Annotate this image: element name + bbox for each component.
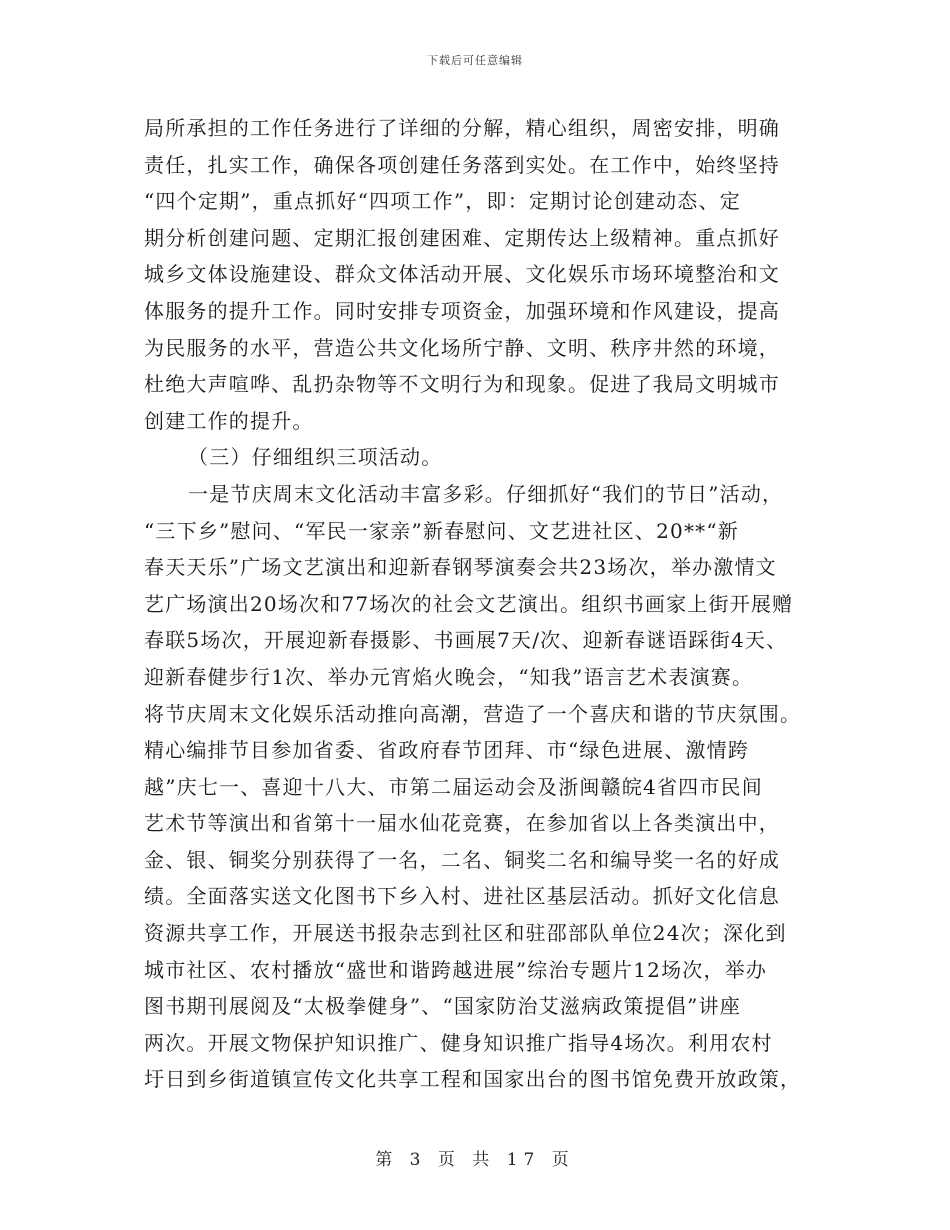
body-line: “四个定期”，重点抓好“四项工作”，即：定期讨论创建动态、定 <box>144 189 741 214</box>
body-line: 资源共享工作，开展送书报杂志到社区和驻邵部队单位24次；深化到 <box>144 921 787 946</box>
body-line: 创建工作的提升。 <box>144 408 314 433</box>
body-line: 局所承担的工作任务进行了详细的分解，精心组织，周密安排，明确 <box>144 116 780 140</box>
body-line: 城市社区、农村播放“盛世和谐跨越进展”综治专题片12场次，举办 <box>144 957 768 982</box>
paragraph-start-line: 一是节庆周末文化活动丰富多彩。仔细抓好“我们的节日”活动， <box>188 481 784 506</box>
document-body <box>144 110 824 1098</box>
body-line: 迎新春健步行1次、举办元宵焰火晚会，“知我”语言艺术表演赛。 <box>144 664 754 689</box>
body-line: 越”庆七一、喜迎十八大、市第二届运动会及浙闽赣皖4省四市民间 <box>144 774 763 799</box>
body-line: 图书期刊展阅及“太极拳健身”、“国家防治艾滋病政策提倡”讲座 <box>144 994 741 1019</box>
body-line: 将节庆周末文化娱乐活动推向高潮，营造了一个喜庆和谐的节庆氛围。 <box>144 701 802 726</box>
body-line: 责任，扎实工作，确保各项创建任务落到实处。在工作中，始终坚持 <box>144 152 780 177</box>
body-line: 春联5场次，开展迎新春摄影、书画展7天/次、迎新春谜语踩街4天、 <box>144 628 788 653</box>
body-line: 艺术节等演出和省第十一届水仙花竞赛，在参加省以上各类演出中， <box>144 811 780 836</box>
body-line: 绩。全面落实送文化图书下乡入村、进社区基层活动。抓好文化信息 <box>144 884 780 909</box>
body-line: 圩日到乡街道镇宣传文化共享工程和国家出台的图书馆免费开放政策， <box>144 1067 802 1092</box>
body-line: 城乡文体设施建设、群众文体活动开展、文化娱乐市场环境整治和文 <box>144 262 780 287</box>
body-line: 艺广场演出20场次和77场次的社会文艺演出。组织书画家上街开展赠 <box>144 591 794 616</box>
body-line: 杜绝大声喧哗、乱扔杂物等不文明行为和现象。促进了我局文明城市 <box>144 372 780 397</box>
body-line: 期分析创建问题、定期汇报创建困难、定期传达上级精神。重点抓好 <box>144 225 780 250</box>
body-line: 为民服务的水平，营造公共文化场所宁静、文明、秩序井然的环境， <box>144 335 780 360</box>
body-line: 体服务的提升工作。同时安排专项资金，加强环境和作风建设，提高 <box>144 298 780 323</box>
body-line: 春天天乐”广场文艺演出和迎新春钢琴演奏会共23场次，举办激情文 <box>144 555 777 580</box>
body-line: 精心编排节目参加省委、省政府春节团拜、市“绿色进展、激情跨 <box>144 738 750 763</box>
body-line: 金、银、铜奖分别获得了一名，二名、铜奖二名和编导奖一名的好成 <box>144 847 780 872</box>
section-heading: （三）仔细组织三项活动。 <box>188 445 443 470</box>
page-number-footer: 第 3 页 共 17 页 <box>375 1150 575 1170</box>
body-line: “三下乡”慰问、“军民一家亲”新春慰问、文艺进社区、20**“新 <box>144 518 739 543</box>
page-header-note: 下载后可任意编辑 <box>427 54 523 67</box>
body-line: 两次。开展文物保护知识推广、健身知识推广指导4场次。利用农村 <box>144 1030 773 1055</box>
